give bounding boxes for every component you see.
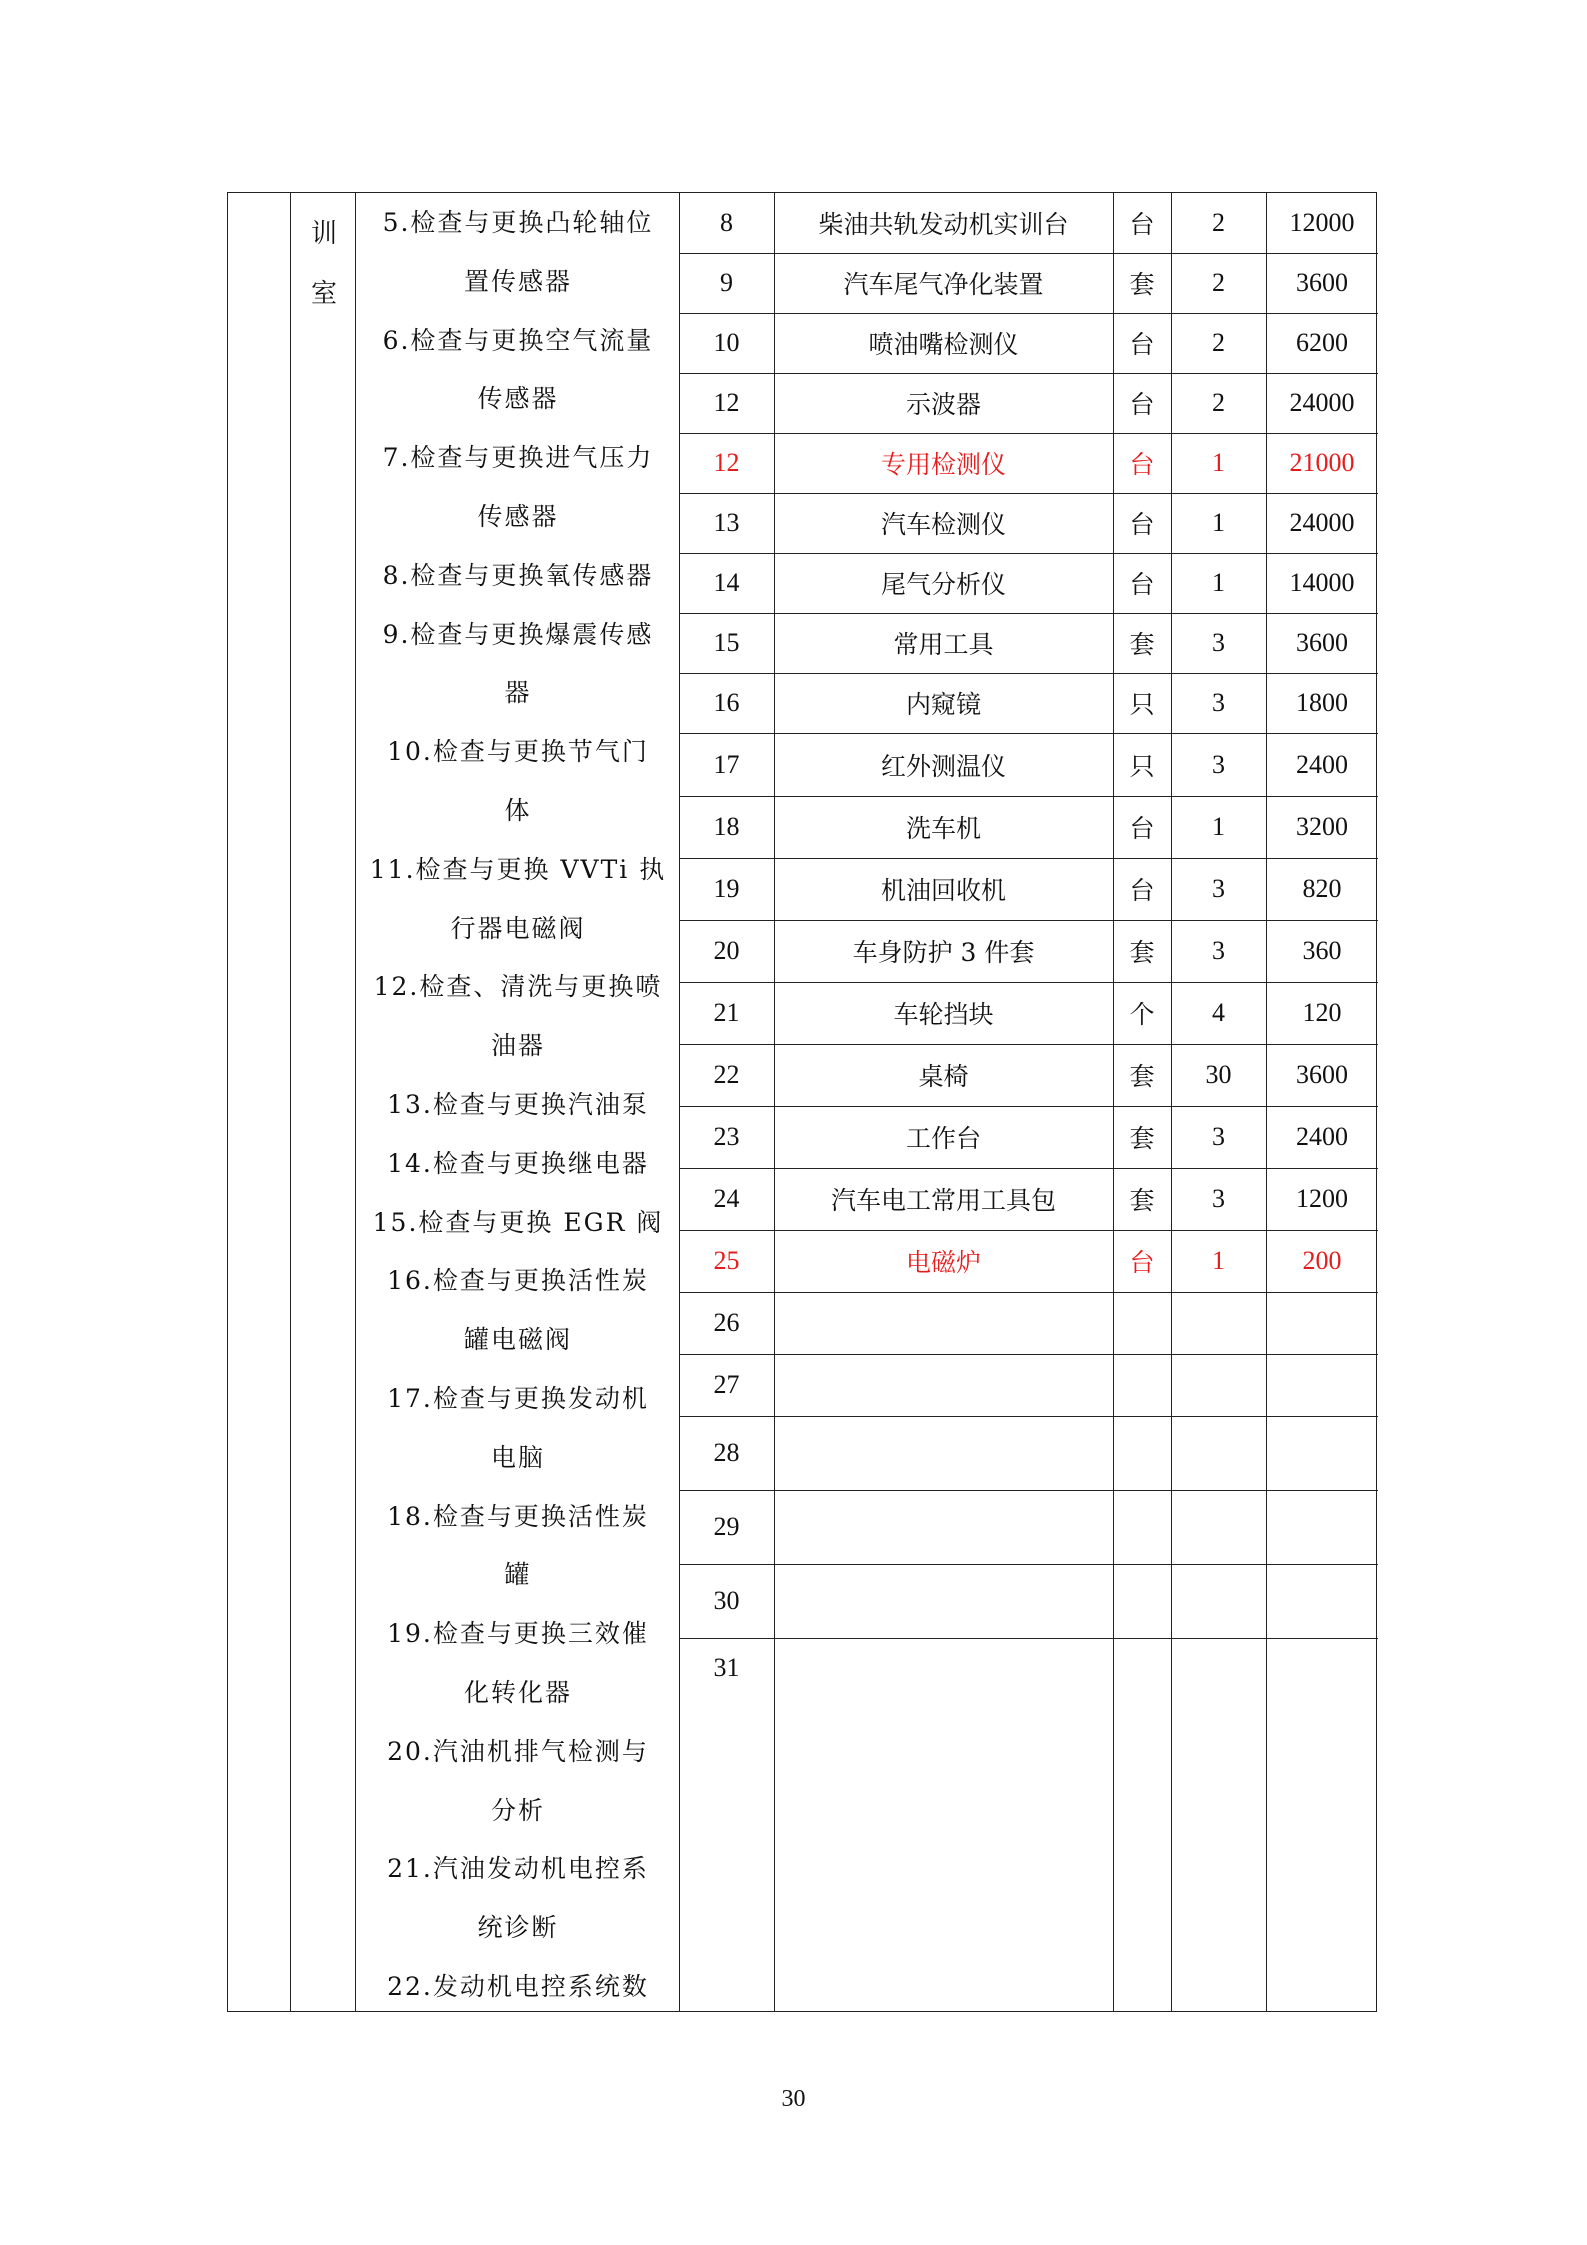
task-line: 体 [504,796,532,825]
row-divider [679,733,1378,734]
task-line: 油器 [490,1031,545,1061]
equipment-price-cell: 200 [1302,1246,1342,1275]
equipment-unit-cell: 台 [1129,330,1155,359]
equipment-qty-cell: 1 [1212,448,1225,477]
page-number: 30 [781,2086,806,2112]
equipment-qty-cell [1171,1354,1266,1416]
equipment-unit-cell [1113,1354,1171,1416]
equipment-price-cell: 12000 [1289,208,1355,237]
row-divider [679,1292,1378,1293]
equipment-price-cell [1266,1490,1378,1564]
equipment-no-cell: 15 [713,628,740,657]
equipment-name-cell: 常用工具 [893,630,994,659]
task-line: 17.检查与更换发动机 [387,1384,649,1413]
equipment-unit-cell: 套 [1129,270,1155,299]
row-divider [679,1044,1378,1045]
equipment-qty-cell: 1 [1212,568,1225,597]
equipment-name-cell [774,1354,1113,1416]
row-divider [679,796,1378,797]
equipment-name-cell: 汽车尾气净化装置 [843,270,1044,299]
equipment-no-cell: 29 [713,1512,740,1541]
equipment-qty-cell [1171,1416,1266,1490]
equipment-unit-cell: 台 [1129,876,1155,905]
equipment-no-cell: 16 [713,688,740,717]
equipment-qty-cell: 3 [1212,628,1225,657]
equipment-qty-cell [1171,1490,1266,1564]
equipment-no-cell: 30 [713,1586,740,1615]
task-line: 分析 [490,1795,545,1825]
task-line: 置传感器 [463,266,572,296]
equipment-name-cell [774,1416,1113,1490]
equipment-no-cell: 28 [713,1438,740,1467]
task-line: 16.检查与更换活性炭 [387,1266,649,1296]
equipment-qty-cell: 3 [1212,749,1225,779]
row-divider [679,1230,1378,1231]
row-divider [679,613,1378,614]
equipment-price-cell: 1200 [1296,1184,1348,1213]
equipment-name-cell: 喷油嘴检测仪 [868,330,1019,359]
equipment-price-cell: 820 [1302,874,1342,903]
equipment-no-cell: 18 [713,812,740,841]
equipment-price-cell [1266,1638,1378,1698]
equipment-name-cell: 车轮挡块 [893,1000,994,1029]
equipment-unit-cell [1113,1292,1171,1354]
task-line: 14.检查与更换继电器 [387,1148,649,1178]
equipment-qty-cell [1171,1564,1266,1638]
equipment-price-cell: 14000 [1289,568,1355,597]
task-line: 化转化器 [463,1678,572,1707]
equipment-no-cell: 22 [713,1060,740,1089]
equipment-price-cell: 6200 [1296,328,1348,357]
equipment-name-cell [774,1490,1113,1564]
task-line: 5.检查与更换凸轮轴位 [382,208,654,237]
equipment-unit-cell [1113,1564,1171,1638]
equipment-price-cell: 24000 [1289,508,1355,537]
equipment-table [227,192,1377,2012]
equipment-qty-cell: 3 [1212,688,1225,717]
equipment-unit-cell [1113,1638,1171,1698]
task-line: 19.检查与更换三效催 [387,1619,649,1649]
task-line: 9.检查与更换爆震传感 [382,619,654,649]
equipment-name-cell [774,1292,1113,1354]
equipment-name-cell: 柴油共轨发动机实训台 [818,210,1069,239]
equipment-price-cell: 2400 [1296,749,1348,779]
equipment-no-cell: 13 [713,508,740,537]
row-divider [679,1106,1378,1107]
row-divider [679,373,1378,374]
equipment-name-cell: 内窥镜 [905,690,981,719]
task-line: 22.发动机电控系统数 [387,1972,649,2001]
equipment-name-cell: 桌椅 [918,1062,969,1091]
equipment-unit-cell: 台 [1129,1248,1155,1277]
equipment-no-cell: 27 [713,1370,740,1399]
row-divider [679,1168,1378,1169]
equipment-price-cell: 1800 [1296,688,1348,717]
equipment-qty-cell: 3 [1212,1184,1225,1213]
equipment-qty-cell: 30 [1205,1060,1232,1089]
task-line: 传感器 [477,384,559,414]
equipment-unit-cell: 台 [1129,450,1155,479]
equipment-name-cell: 专用检测仪 [880,450,1006,479]
equipment-no-cell: 26 [713,1308,740,1337]
equipment-no-cell: 20 [713,936,740,965]
equipment-qty-cell: 1 [1212,812,1225,841]
equipment-qty-cell: 3 [1212,1122,1225,1151]
task-line: 罐 [504,1560,532,1590]
row-divider [679,313,1378,314]
equipment-no-cell: 25 [713,1246,740,1275]
row-divider [679,433,1378,434]
equipment-name-cell: 工作台 [905,1124,981,1153]
task-line: 18.检查与更换活性炭 [387,1501,649,1531]
equipment-qty-cell: 3 [1212,936,1225,965]
row-divider [679,1638,1378,1639]
equipment-name-cell [774,1564,1113,1638]
equipment-name-cell [774,1638,1113,1698]
task-line: 11.检查与更换 VVTi 执 [369,854,667,884]
equipment-name-cell: 示波器 [905,390,981,419]
task-line: 电脑 [490,1442,545,1472]
row-divider [679,920,1378,921]
room-label-char: 室 [310,279,337,309]
equipment-unit-cell: 台 [1129,510,1155,539]
equipment-name-cell: 尾气分析仪 [880,570,1006,599]
row-divider [679,1490,1378,1491]
equipment-no-cell: 12 [713,388,740,417]
equipment-unit-cell: 台 [1129,210,1155,239]
task-line: 15.检查与更换 EGR 阀 [372,1207,664,1237]
task-line: 12.检查、清洗与更换喷 [373,972,663,1002]
task-line: 20.汽油机排气检测与 [387,1736,649,1766]
equipment-no-cell: 24 [713,1184,740,1213]
column-divider [290,193,291,2011]
row-divider [679,858,1378,859]
equipment-price-cell: 360 [1302,936,1342,965]
equipment-unit-cell: 只 [1129,690,1155,719]
equipment-price-cell: 21000 [1289,448,1355,477]
equipment-unit-cell: 套 [1129,1186,1155,1215]
equipment-qty-cell [1171,1638,1266,1698]
equipment-name-cell: 汽车电工常用工具包 [830,1186,1056,1215]
equipment-unit-cell [1113,1490,1171,1564]
task-line: 统诊断 [477,1913,559,1943]
equipment-price-cell [1266,1354,1378,1416]
equipment-no-cell: 12 [713,448,740,477]
equipment-no-cell: 17 [713,749,740,779]
task-line: 8.检查与更换氧传感器 [382,560,654,590]
row-divider [679,1354,1378,1355]
equipment-qty-cell: 2 [1212,208,1225,237]
equipment-unit-cell: 套 [1129,630,1155,659]
equipment-qty-cell: 2 [1212,328,1225,357]
equipment-price-cell [1266,1564,1378,1638]
equipment-no-cell: 19 [713,874,740,903]
equipment-price-cell [1266,1416,1378,1490]
equipment-price-cell: 120 [1302,998,1342,1027]
equipment-price-cell: 3600 [1296,268,1348,297]
equipment-name-cell: 车身防护 3 件套 [852,938,1035,967]
equipment-unit-cell: 只 [1129,751,1155,781]
equipment-price-cell: 3600 [1296,1060,1348,1089]
equipment-qty-cell: 1 [1212,1246,1225,1275]
equipment-qty-cell: 1 [1212,508,1225,537]
equipment-price-cell: 2400 [1296,1122,1348,1151]
task-line: 10.检查与更换节气门 [387,737,649,767]
equipment-no-cell: 21 [713,998,740,1027]
equipment-name-cell: 机油回收机 [880,876,1006,905]
equipment-price-cell [1266,1292,1378,1354]
equipment-qty-cell: 4 [1212,998,1225,1027]
row-divider [679,1416,1378,1417]
equipment-unit-cell [1113,1416,1171,1490]
equipment-unit-cell: 套 [1129,1062,1155,1091]
task-line: 罐电磁阀 [463,1325,572,1355]
equipment-no-cell: 31 [713,1653,740,1682]
equipment-qty-cell: 3 [1212,874,1225,903]
task-line: 传感器 [477,502,559,531]
row-divider [679,553,1378,554]
equipment-name-cell: 红外测温仪 [880,751,1006,781]
equipment-no-cell: 8 [720,208,733,237]
task-line: 7.检查与更换进气压力 [382,443,654,473]
task-line: 行器电磁阀 [450,913,586,943]
equipment-no-cell: 9 [720,268,733,297]
equipment-unit-cell: 套 [1129,1124,1155,1153]
room-label-char: 训 [310,219,337,249]
row-divider [679,982,1378,983]
equipment-qty-cell: 2 [1212,388,1225,417]
task-line: 21.汽油发动机电控系 [387,1854,649,1884]
row-divider [679,1564,1378,1565]
row-divider [679,673,1378,674]
equipment-unit-cell: 台 [1129,814,1155,843]
equipment-name-cell: 洗车机 [905,814,981,843]
equipment-qty-cell: 2 [1212,268,1225,297]
equipment-unit-cell: 台 [1129,570,1155,599]
row-divider [679,493,1378,494]
equipment-no-cell: 23 [713,1122,740,1151]
equipment-unit-cell: 个 [1129,1000,1155,1029]
equipment-name-cell: 电磁炉 [905,1248,981,1277]
equipment-qty-cell [1171,1292,1266,1354]
equipment-price-cell: 3600 [1296,628,1348,657]
task-line: 13.检查与更换汽油泵 [387,1090,649,1119]
equipment-no-cell: 14 [713,568,740,597]
equipment-unit-cell: 台 [1129,390,1155,419]
row-divider [679,253,1378,254]
task-line: 6.检查与更换空气流量 [382,325,654,355]
task-line: 器 [504,678,532,708]
equipment-price-cell: 3200 [1296,812,1348,841]
equipment-unit-cell: 套 [1129,938,1155,967]
equipment-price-cell: 24000 [1289,388,1355,417]
equipment-name-cell: 汽车检测仪 [880,510,1006,539]
equipment-no-cell: 10 [713,328,740,357]
